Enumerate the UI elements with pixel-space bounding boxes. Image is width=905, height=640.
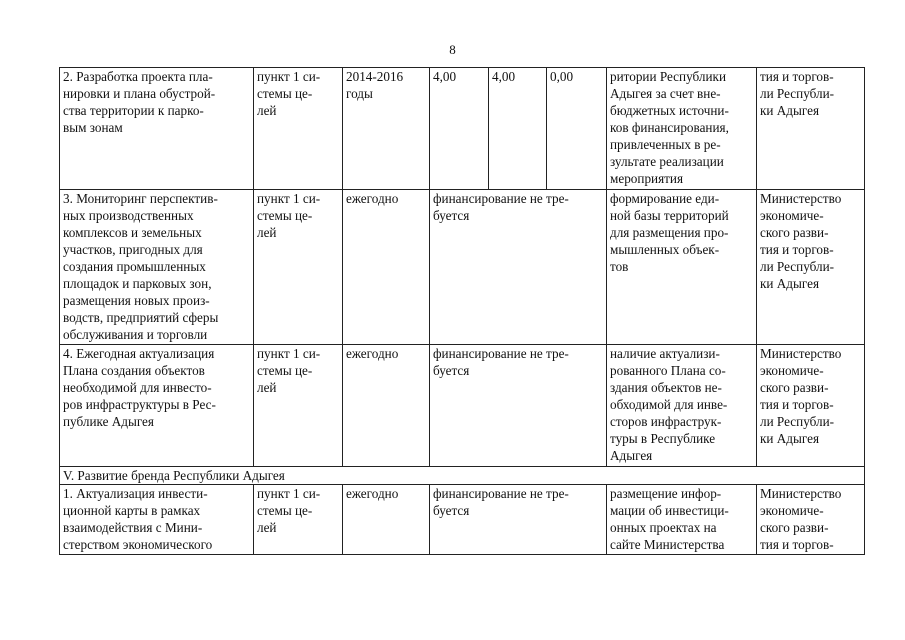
financing-cell: финансирование не тре- буется	[430, 345, 607, 467]
executor-cell: Министерство экономиче- ского разви- тия и торгов- ли Республи- ки Адыгея	[757, 190, 865, 345]
period-cell: ежегодно	[343, 190, 430, 345]
executor-cell: Министерство экономиче- ского разви- тия и торгов- ли Республи- ки Адыгея	[757, 345, 865, 467]
table-row	[60, 345, 865, 467]
section-title: V. Развитие бренда Республики Адыгея	[60, 467, 865, 485]
basis-cell: пункт 1 си- стемы це- лей	[254, 485, 343, 555]
table-row	[60, 190, 865, 345]
result-cell: размещение инфор- мации об инвестици- онных проектах на сайте Министерства	[607, 485, 757, 555]
period-cell: ежегодно	[343, 345, 430, 467]
measures-table	[59, 67, 865, 555]
result-cell: наличие актуализи- рованного Плана со- здания объектов не- обходимой для инве- сторов инфраструк- туры в Республике Адыгея	[607, 345, 757, 467]
executor-cell: Министерство экономиче- ского разви- тия и торгов-	[757, 485, 865, 555]
measure-cell: 4. Ежегодная актуализация Плана создания объектов необходимой для инвесто- ров инфраструктуры в Рес- публике Адыгея	[60, 345, 254, 467]
section-row	[60, 467, 865, 485]
period-cell: ежегодно	[343, 485, 430, 555]
basis-cell: пункт 1 си- стемы це- лей	[254, 190, 343, 345]
result-cell: ритории Республики Адыгея за счет вне- бюджетных источни- ков финансирования, привлеченных в ре- зультате реализации мероприятия	[607, 68, 757, 190]
measure-cell: 3. Мониторинг перспектив- ных производственных комплексов и земельных участков, пригодных для создания промышленных площадок и парковых зон, размещения новых произ- водств, предприятий сферы обслуживания и торговли	[60, 190, 254, 345]
value-cell: 4,00	[430, 68, 489, 190]
result-cell: формирование еди- ной базы территорий для размещения про- мышленных объек- тов	[607, 190, 757, 345]
value-cell: 4,00	[489, 68, 547, 190]
basis-cell: пункт 1 си- стемы це- лей	[254, 345, 343, 467]
table-row	[60, 485, 865, 555]
measure-cell: 2. Разработка проекта пла- нировки и плана обустрой- ства территории к парко- вым зонам	[60, 68, 254, 190]
basis-cell: пункт 1 си- стемы це- лей	[254, 68, 343, 190]
period-cell: 2014-2016 годы	[343, 68, 430, 190]
page-number: 8	[449, 42, 456, 57]
financing-cell: финансирование не тре- буется	[430, 190, 607, 345]
table-row	[60, 68, 865, 190]
executor-cell: тия и торгов- ли Республи- ки Адыгея	[757, 68, 865, 190]
financing-cell: финансирование не тре- буется	[430, 485, 607, 555]
measure-cell: 1. Актуализация инвести- ционной карты в рамках взаимодействия с Мини- стерством экономического	[60, 485, 254, 555]
value-cell: 0,00	[547, 68, 607, 190]
